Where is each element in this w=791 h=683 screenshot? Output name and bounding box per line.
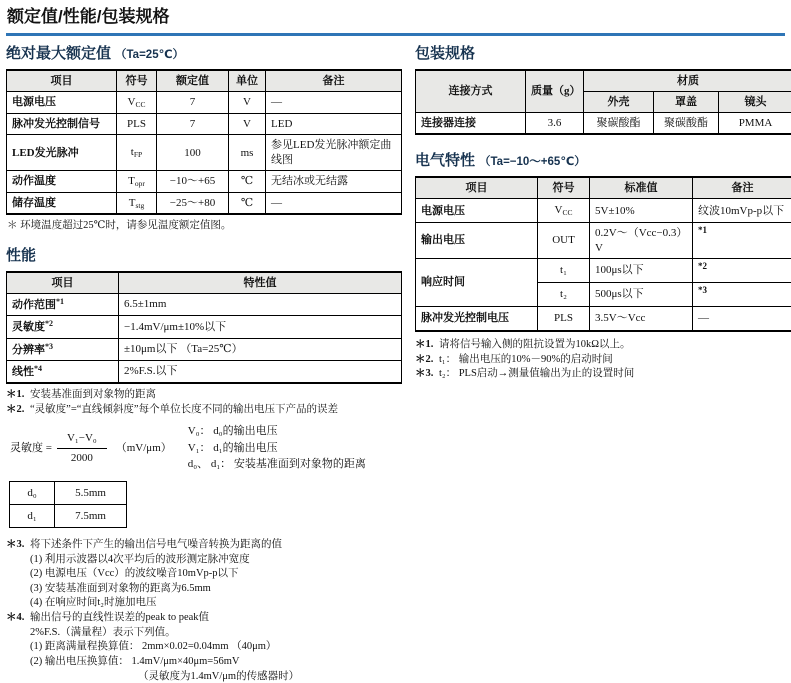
cell-item [7,293,119,315]
cell-cover: 聚碳酸酯 [654,113,719,135]
sensitivity-formula [10,423,402,473]
table-row [7,338,402,360]
performance-notes [6,388,402,683]
symbol-sub: CC [135,100,145,109]
symbol-sub: stg [135,201,144,210]
cell-connection: 连接器连接 [416,113,526,135]
cell-unit: ℃ [229,170,266,192]
page-title: 额定值/性能/包装规格 [6,4,785,36]
formula-fraction [57,431,107,465]
performance-table [6,271,402,384]
cell-remark: — [266,91,402,113]
note-text: t₂： PLS启动→测量值输出为止的设置时间 [439,367,785,381]
symbol-base: T [129,197,136,209]
electrical-heading [415,151,785,171]
cell-remark: 无结冰或无结露 [266,170,402,192]
cell-symbol [538,199,590,223]
note-label: ＊1. [415,338,439,352]
note3-item: (4) 在响应时间t₂时施加电压 [30,596,402,610]
col-header-connection: 连接方式 [416,70,526,113]
electrical-table [415,176,791,332]
note3-item: (3) 安装基准面到对象物的距离为6.5mm [30,582,402,596]
cell-value: 7 [157,91,229,113]
abs-max-footnote: ＊ 环境温度超过25℃时，请参见温度额定值图。 [7,219,402,233]
note-text: “灵敏度”=“直线倾斜度”每个单位长度不同的输出电压下产品的误差 [30,403,402,417]
cell-remark: — [693,306,791,331]
cell-unit: V [229,113,266,135]
symbol-sub: opr [135,179,145,188]
note-text: 请将信号输入侧的阻抗设置为10kΩ以上。 [439,338,785,352]
note-text: t₁： 输出电压的10%－90%的启动时间 [439,353,785,367]
note3-intro: 将下述条件下产生的输出信号电气噪音转换为距离的值 [30,538,402,552]
footnote-marker: *1 [56,297,64,306]
cell-value: ±10μm以下 （Ta=25℃） [119,338,402,360]
cell-value: 5V±10% [590,199,693,223]
note4-tail: （灵敏度为1.4mV/μm的传感器时） [138,670,402,683]
note-2 [6,403,402,417]
cell-remark-marker: *1 [693,223,791,259]
formula-definitions [188,423,366,473]
note-text [30,611,402,683]
right-column [415,44,785,683]
table-row [7,113,402,135]
col-header: 备注 [693,177,791,199]
cell-symbol [117,135,157,171]
note4-item: (1) 距离满量程换算值： 2mm×0.02=0.04mm （40μm） [30,640,402,654]
note4-intro: 输出信号的直线性误差的peak to peak值 [30,611,402,625]
note-label: ＊4. [6,611,30,683]
symbol-base: T [128,175,135,187]
left-column [6,44,402,683]
distance-table [9,481,127,528]
footnote-marker: *4 [34,364,42,373]
cell-remark: 纹波10mVp-p以下 [693,199,791,223]
table-row [7,316,402,338]
table-row [10,481,127,504]
table-row [7,135,402,171]
cell-symbol: PLS [538,306,590,331]
table-row [10,504,127,527]
cell-remark: LED [266,113,402,135]
note-1 [6,388,402,402]
table-row [416,223,791,259]
cell-symbol: t₁ [538,258,590,282]
cell-remark: — [266,192,402,214]
formula-def-v1: V₁： d₁的输出电压 [188,440,366,457]
note3-item: (2) 电源电压（Vcc）的波纹噪音10mVp-p以下 [30,567,402,581]
cell-item [7,360,119,383]
cell-remark-marker: *2 [693,258,791,282]
cell-symbol [117,113,157,135]
col-header: 备注 [266,70,402,92]
note-text: 安装基准面到对象物的距离 [30,388,402,402]
cell-item: LED发光脉冲 [7,135,117,171]
note4-item: (2) 输出电压换算值： 1.4mV/μm×40μm=56mV [30,655,402,669]
abs-max-heading [6,44,402,64]
symbol-base: OUT [552,234,575,246]
formula-def-v0: V₀： d₀的输出电压 [188,423,366,440]
elec-note-1 [415,338,785,352]
formula-unit: （mV/μm） [116,441,172,455]
cell-d1-label: d₁ [10,504,55,527]
packaging-heading [415,44,785,64]
cell-symbol [117,170,157,192]
note-text [30,538,402,610]
note-3 [6,538,402,610]
table-row [7,170,402,192]
table-header-row [416,177,791,199]
cell-remark: 参见LED发光脉冲额定曲线图 [266,135,402,171]
table-row [7,91,402,113]
cell-item: 脉冲发光控制电压 [416,306,538,331]
col-header: 项目 [7,272,119,294]
note-label: ＊3. [6,538,30,610]
symbol-sub: FP [134,150,142,159]
performance-heading-text: 性能 [6,246,36,266]
cell-housing: 聚碳酸酯 [584,113,654,135]
cell-item: 电源电压 [416,199,538,223]
table-row [7,192,402,214]
col-header-mass: 质量（g） [526,70,584,113]
cell-symbol [538,223,590,259]
footnote-marker: *3 [45,342,53,351]
col-header: 额定值 [157,70,229,92]
electrical-condition: （Ta=−10～+65℃） [479,155,586,170]
cell-d1-value: 7.5mm [55,504,127,527]
cell-d0-label: d₀ [10,481,55,504]
cell-value: −10～+65 [157,170,229,192]
electrical-notes [415,338,785,381]
abs-max-condition: （Ta=25℃） [115,48,184,63]
cell-value: 2%F.S.以下 [119,360,402,383]
table-row [7,293,402,315]
item-label: 分辨率 [12,344,45,356]
symbol-base: V [128,96,136,108]
electrical-heading-text: 电气特性 [415,151,475,171]
col-header: 特性值 [119,272,402,294]
symbol-sub: CC [562,208,572,217]
performance-heading [6,246,402,266]
cell-item: 储存温度 [7,192,117,214]
note-4 [6,611,402,683]
cell-d0-value: 5.5mm [55,481,127,504]
symbol-base: PLS [127,118,146,130]
col-header: 符号 [117,70,157,92]
col-header: 项目 [416,177,538,199]
note-label: ＊1. [6,388,30,402]
col-header-housing: 外壳 [584,91,654,112]
col-header-cover: 罩盖 [654,91,719,112]
note-label: ＊2. [6,403,30,417]
abs-max-table [6,69,402,216]
col-header: 项目 [7,70,117,92]
col-header: 符号 [538,177,590,199]
formula-denominator: 2000 [57,449,107,465]
cell-unit: ms [229,135,266,171]
cell-value: 500μs以下 [590,282,693,306]
cell-value: −25～+80 [157,192,229,214]
cell-value: −1.4mV/μm±10%以下 [119,316,402,338]
col-header: 标准值 [590,177,693,199]
table-row [416,199,791,223]
cell-remark-marker: *3 [693,282,791,306]
col-header-material: 材质 [584,70,791,92]
cell-lens: PMMA [719,113,791,135]
cell-value: 3.5V～Vcc [590,306,693,331]
elec-note-2 [415,353,785,367]
cell-item: 动作温度 [7,170,117,192]
table-header-row [7,272,402,294]
note-label: ＊2. [415,353,439,367]
formula-def-d: d₀、 d₁： 安装基准面到对象物的距离 [188,456,366,473]
cell-value: 6.5±1mm [119,293,402,315]
note4-item: 2%F.S.（满量程）表示下列值。 [30,626,402,640]
table-header-row [416,70,791,92]
content-columns [6,44,785,683]
cell-mass: 3.6 [526,113,584,135]
cell-value: 100μs以下 [590,258,693,282]
note3-item: (1) 利用示波器以4次平均后的波形测定脉冲宽度 [30,553,402,567]
cell-symbol [117,91,157,113]
cell-item: 电源电压 [7,91,117,113]
symbol-base: t [131,146,134,158]
note-label: ＊3. [415,367,439,381]
cell-value: 7 [157,113,229,135]
packaging-heading-text: 包装规格 [415,44,475,64]
packaging-table [415,69,791,136]
item-label: 灵敏度 [12,321,45,333]
table-row [7,360,402,383]
col-header: 单位 [229,70,266,92]
cell-item: 输出电压 [416,223,538,259]
table-header-row [7,70,402,92]
table-row [416,258,791,282]
abs-max-heading-text: 绝对最大额定值 [6,44,111,64]
cell-value: 0.2V～（Vcc−0.3）V [590,223,693,259]
formula-lhs: 灵敏度 = [10,441,52,455]
cell-item [7,316,119,338]
cell-symbol: t₂ [538,282,590,306]
col-header-lens: 镜头 [719,91,791,112]
item-label: 线性 [12,366,34,378]
cell-item: 响应时间 [416,258,538,306]
formula-numerator: V₁−V₀ [57,431,107,448]
cell-value: 100 [157,135,229,171]
cell-unit: ℃ [229,192,266,214]
cell-item [7,338,119,360]
cell-item: 脉冲发光控制信号 [7,113,117,135]
table-row [416,306,791,331]
table-row [416,113,791,135]
elec-note-3 [415,367,785,381]
footnote-marker: *2 [45,319,53,328]
item-label: 动作范围 [12,299,56,311]
symbol-base: V [555,204,563,216]
cell-unit: V [229,91,266,113]
cell-symbol [117,192,157,214]
